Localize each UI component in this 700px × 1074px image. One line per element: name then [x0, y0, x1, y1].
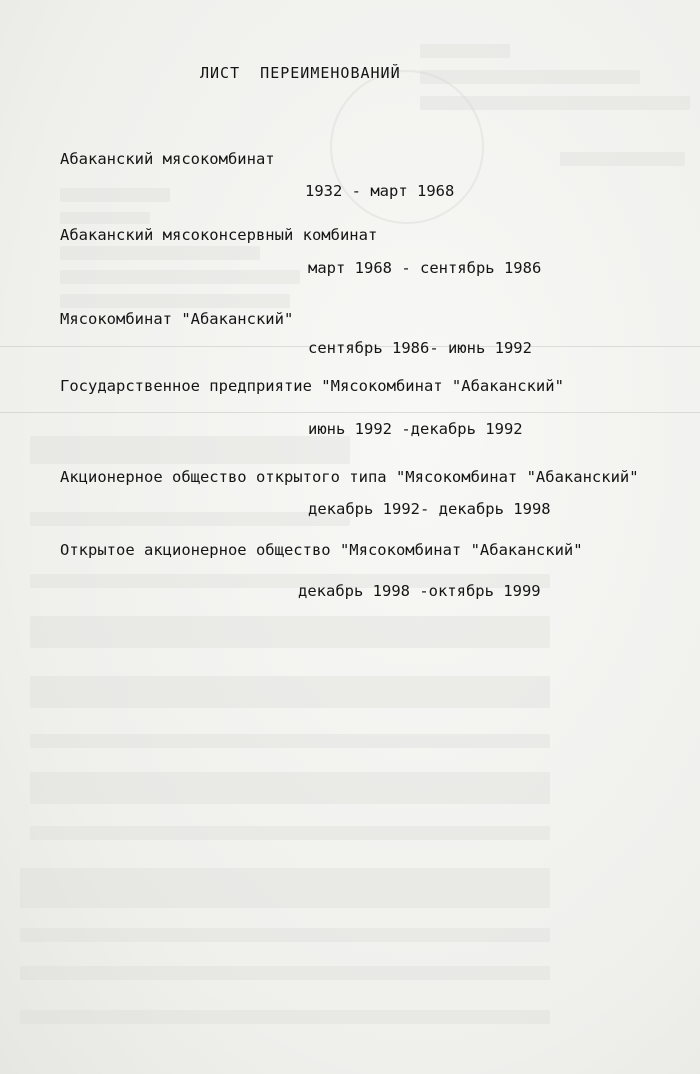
entry-period: июнь 1992 -декабрь 1992 — [308, 420, 523, 438]
entry-period: декабрь 1998 -октябрь 1999 — [298, 582, 541, 600]
bleed-through-mark — [60, 294, 290, 308]
bleed-through-mark — [30, 676, 550, 708]
stamp-bleed-through — [330, 70, 484, 224]
bleed-through-mark — [560, 152, 685, 166]
bleed-through-mark — [60, 188, 170, 202]
bleed-through-mark — [20, 1010, 550, 1024]
bleed-through-mark — [420, 70, 640, 84]
bleed-through-mark — [30, 826, 550, 840]
bleed-through-mark — [60, 212, 150, 224]
bleed-through-mark — [30, 436, 350, 464]
bleed-through-mark — [20, 928, 550, 942]
bleed-through-mark — [60, 246, 260, 260]
entry-period: март 1968 - сентябрь 1986 — [308, 259, 542, 277]
bleed-through-rule — [0, 412, 700, 413]
bleed-through-mark — [30, 734, 550, 748]
entry-name: Абаканский мясоконсервный комбинат — [60, 226, 378, 244]
entry-period: декабрь 1992- декабрь 1998 — [308, 500, 551, 518]
entry-name: Государственное предприятие "Мясокомбинат "Абаканский" — [60, 377, 564, 395]
bleed-through-mark — [420, 44, 510, 58]
bleed-through-mark — [420, 96, 690, 110]
bleed-through-mark — [20, 966, 550, 980]
entry-period: сентябрь 1986- июнь 1992 — [308, 339, 532, 357]
entry-name: Мясокомбинат "Абаканский" — [60, 310, 294, 328]
entry-name: Акционерное общество открытого типа "Мясокомбинат "Абаканский" — [60, 468, 639, 486]
bleed-through-mark — [20, 868, 550, 908]
bleed-through-mark — [30, 512, 350, 526]
entry-name: Абаканский мясокомбинат — [60, 150, 275, 168]
bleed-through-mark — [30, 616, 550, 648]
entry-period: 1932 - март 1968 — [305, 182, 455, 200]
bleed-through-mark — [60, 270, 300, 284]
page-title: ЛИСТ ПЕРЕИМЕНОВАНИЙ — [200, 64, 401, 82]
bleed-through-mark — [30, 772, 550, 804]
entry-name: Открытое акционерное общество "Мясокомбинат "Абаканский" — [60, 541, 583, 559]
